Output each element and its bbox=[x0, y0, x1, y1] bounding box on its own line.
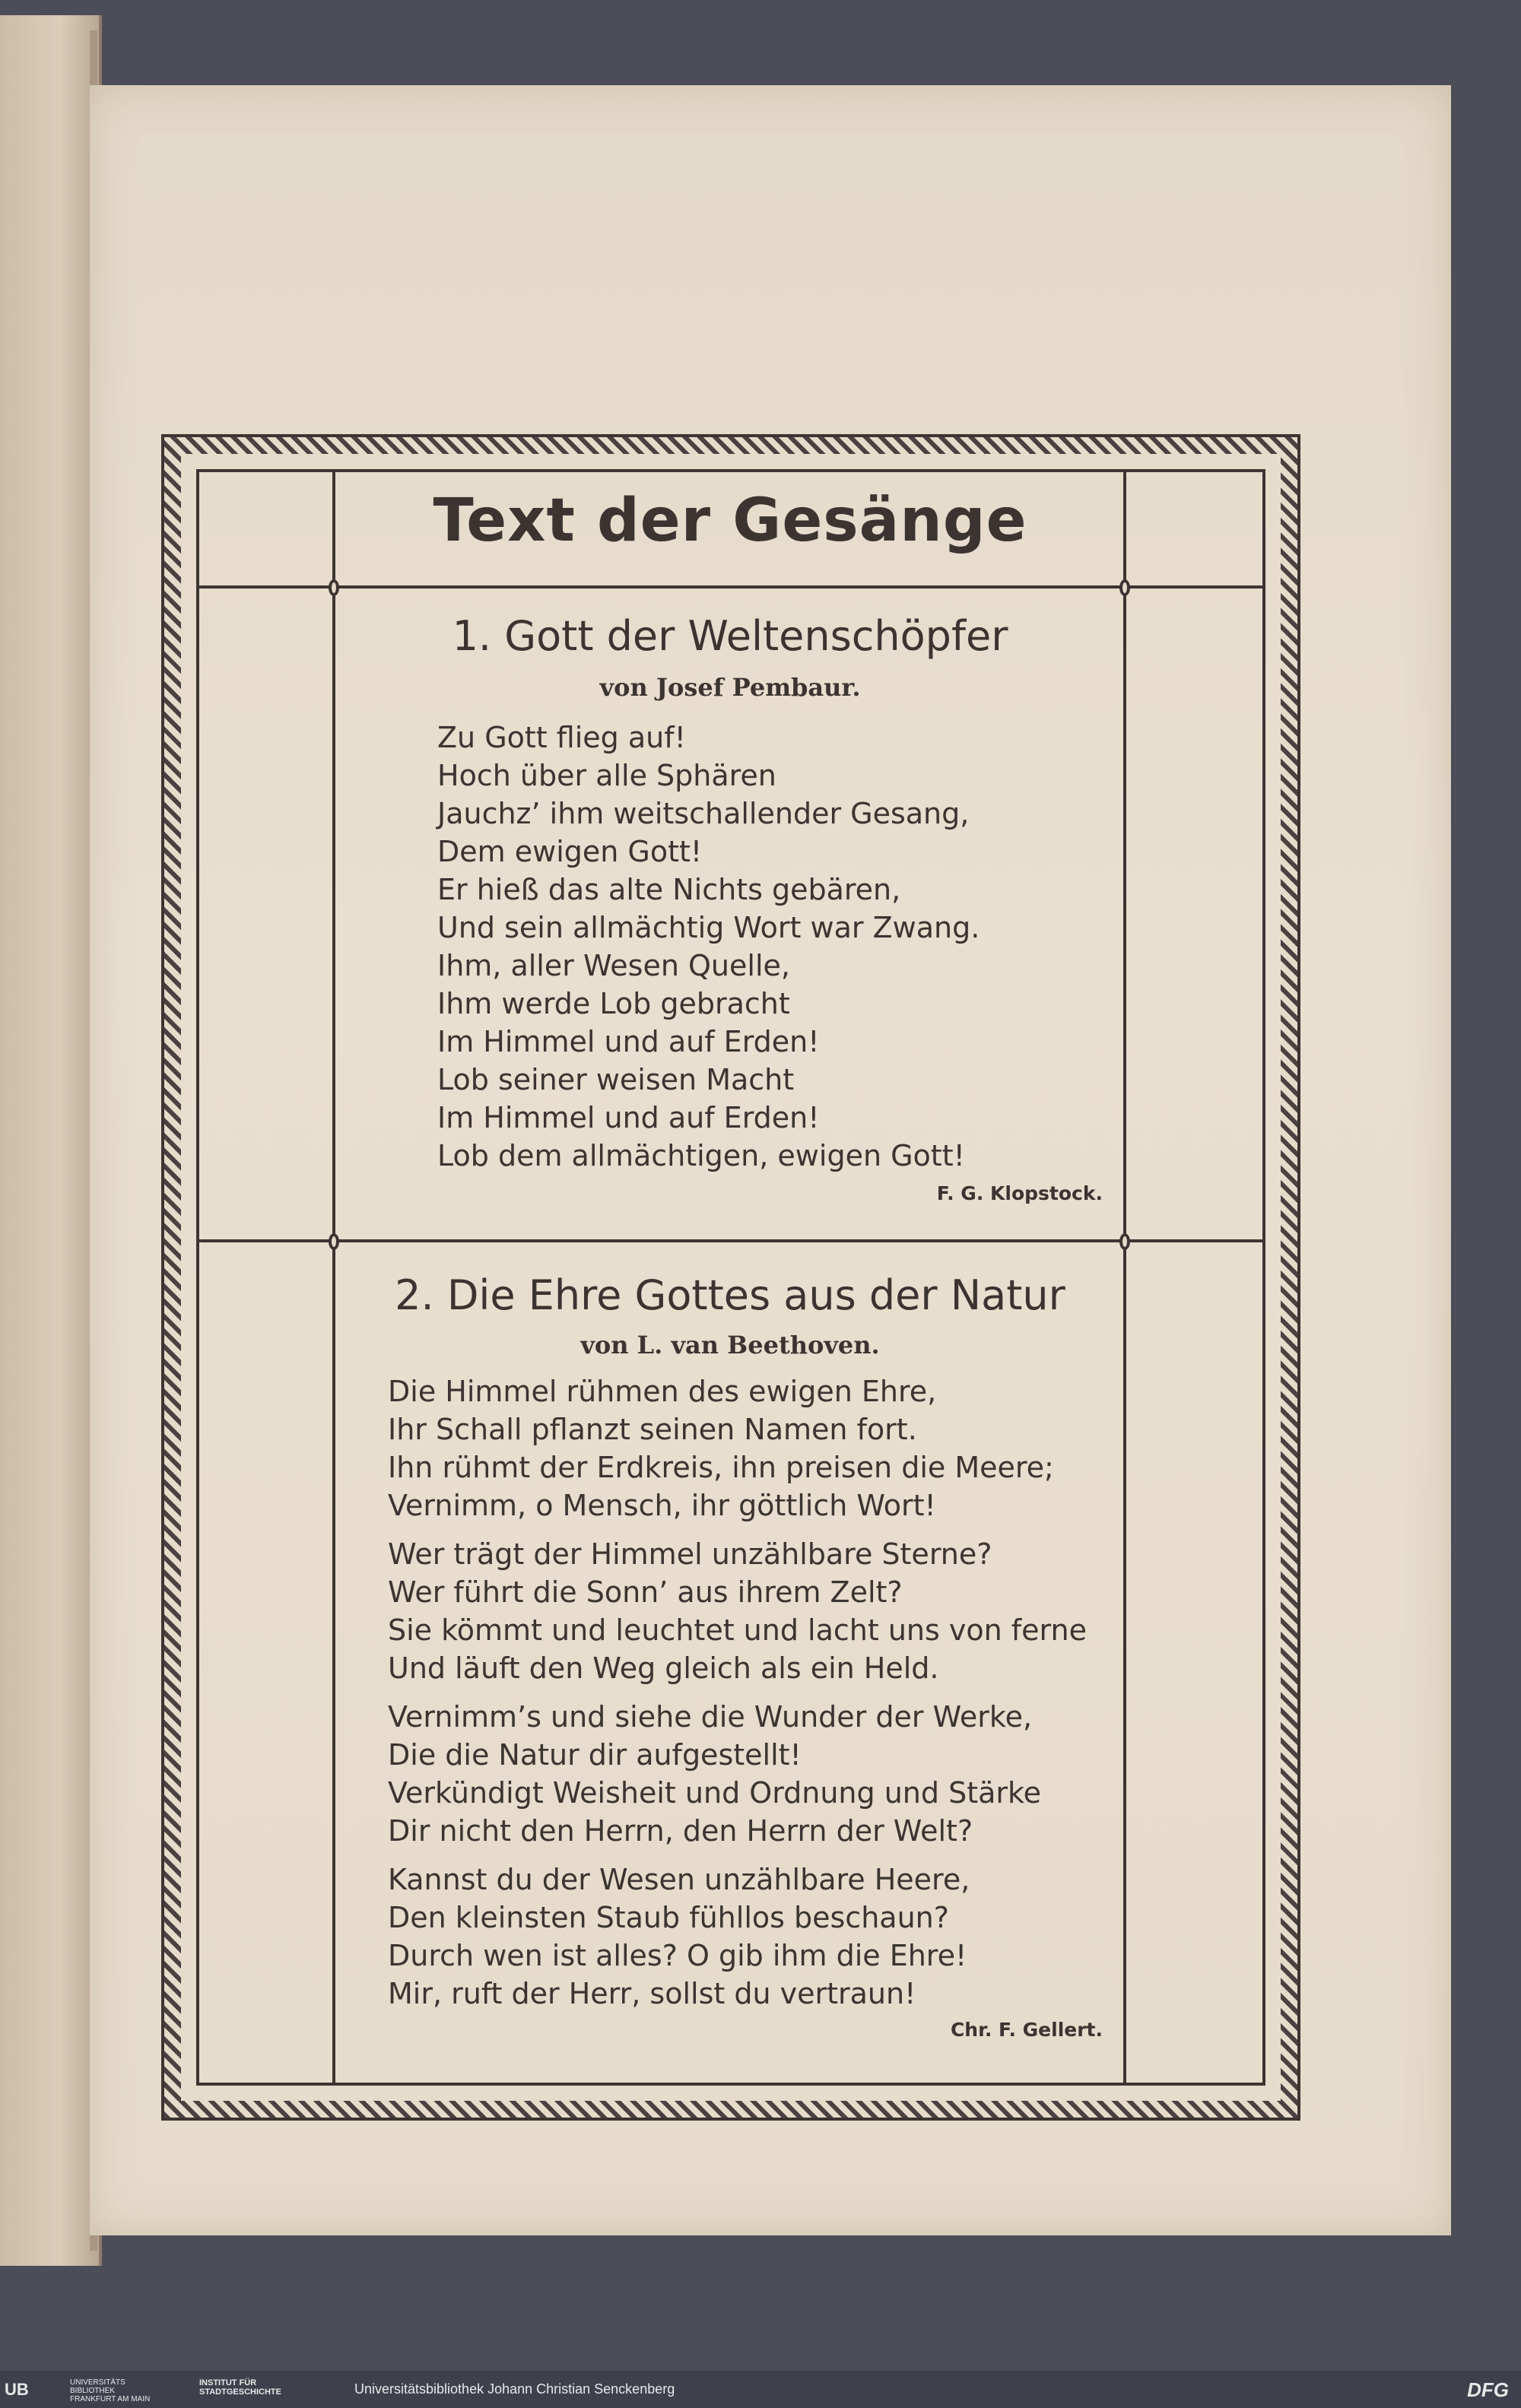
song-1-title: 1. Gott der Weltenschöpfer bbox=[452, 612, 1008, 660]
verse-line: Verkündigt Weisheit und Ordnung und Stärke bbox=[388, 1776, 1042, 1810]
song-1-composer: von Josef Pembaur. bbox=[599, 673, 861, 702]
verse-line: Und läuft den Weg gleich als ein Held. bbox=[388, 1651, 939, 1685]
verse-line: Mir, ruft der Herr, sollst du vertraun! bbox=[388, 1977, 916, 2010]
ub-logo-subtitle: UNIVERSITÄTS BIBLIOTHEK FRANKFURT AM MAIN bbox=[70, 2378, 151, 2403]
verse-line: Den kleinsten Staub fühllos beschaun? bbox=[388, 1901, 949, 1934]
ub-logo[interactable]: UB bbox=[5, 2380, 29, 2399]
footer-bar bbox=[0, 2371, 1521, 2408]
verse-line: Lob seiner weisen Macht bbox=[437, 1063, 795, 1096]
verse-line: Dem ewigen Gott! bbox=[437, 835, 703, 868]
verse-line: Ihr Schall pflanzt seinen Namen fort. bbox=[388, 1413, 917, 1446]
stanza bbox=[388, 1861, 1087, 2013]
verse-line: Lob dem allmächtigen, ewigen Gott! bbox=[437, 1139, 965, 1172]
institute-logo[interactable]: INSTITUT FÜR STADTGESCHICHTE bbox=[199, 2378, 281, 2397]
title-divider bbox=[199, 585, 1262, 589]
verse-line: Und sein allmächtig Wort war Zwang. bbox=[437, 911, 980, 944]
verse-line: Ihm, aller Wesen Quelle, bbox=[437, 949, 790, 982]
stanza bbox=[388, 1535, 1087, 1687]
song-1-verse bbox=[437, 719, 980, 1175]
page-title: Text der Gesänge bbox=[433, 487, 1027, 555]
left-page-edge bbox=[0, 15, 102, 2266]
verse-line: Er hieß das alte Nichts gebären, bbox=[437, 873, 901, 906]
verse-line: Ihm werde Lob gebracht bbox=[437, 987, 790, 1020]
library-name: Universitätsbibliothek Johann Christian Senckenberg bbox=[354, 2381, 675, 2397]
divider-knot bbox=[329, 1233, 339, 1250]
verse-line: Wer führt die Sonn’ aus ihrem Zelt? bbox=[388, 1575, 903, 1609]
verse-line: Ihn rühmt der Erdkreis, ihn preisen die Meere; bbox=[388, 1451, 1054, 1484]
divider-knot bbox=[329, 579, 339, 596]
verse-line: Dir nicht den Herrn, den Herrn der Welt? bbox=[388, 1814, 973, 1848]
stanza bbox=[388, 1698, 1087, 1850]
verse-line: Die Himmel rühmen des ewigen Ehre, bbox=[388, 1375, 937, 1408]
divider-knot bbox=[1119, 579, 1130, 596]
verse-line: Vernimm, o Mensch, ihr göttlich Wort! bbox=[388, 1489, 936, 1522]
verse-line: Kannst du der Wesen unzählbare Heere, bbox=[388, 1863, 970, 1896]
song-1-author: F. G. Klopstock. bbox=[936, 1182, 1103, 1204]
verse-line: Durch wen ist alles? O gib ihm die Ehre! bbox=[388, 1939, 967, 1972]
verse-line: Im Himmel und auf Erden! bbox=[437, 1101, 820, 1134]
song-2-verse bbox=[388, 1372, 1087, 2023]
verse-line: Wer trägt der Himmel unzählbare Sterne? bbox=[388, 1537, 992, 1571]
song-2-author: Chr. F. Gellert. bbox=[950, 2019, 1103, 2041]
verse-line: Die die Natur dir aufgestellt! bbox=[388, 1738, 802, 1772]
verse-line: Vernimm’s und siehe die Wunder der Werke, bbox=[388, 1700, 1033, 1734]
verse-line: Sie kömmt und leuchtet und lacht uns von ferne bbox=[388, 1613, 1087, 1647]
divider-knot bbox=[1119, 1233, 1130, 1250]
song-2-composer: von L. van Beethoven. bbox=[580, 1331, 880, 1359]
dfg-logo[interactable]: DFG bbox=[1467, 2378, 1509, 2401]
stanza bbox=[388, 1372, 1087, 1524]
verse-line: Im Himmel und auf Erden! bbox=[437, 1025, 820, 1058]
section-divider bbox=[199, 1239, 1262, 1242]
verse-line: Jauchz’ ihm weitschallender Gesang, bbox=[437, 797, 970, 830]
verse-line: Hoch über alle Sphären bbox=[437, 759, 776, 792]
song-2-title: 2. Die Ehre Gottes aus der Natur bbox=[395, 1271, 1065, 1319]
verse-line: Zu Gott flieg auf! bbox=[437, 721, 686, 754]
